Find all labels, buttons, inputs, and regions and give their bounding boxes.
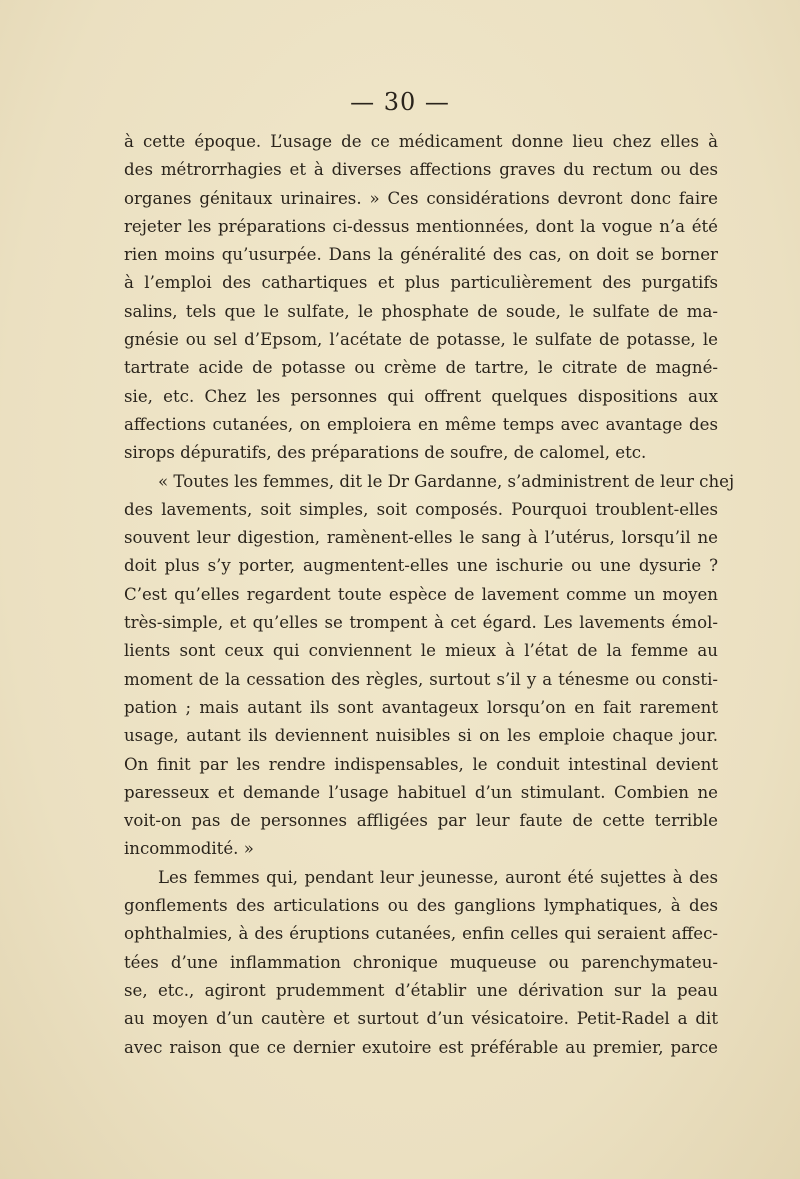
text-line: C’est qu’elles regardent toute espèce de lavement comme un moyen: [124, 584, 718, 604]
text-line: lients sont ceux qui conviennent le mieux à l’état de la femme au: [124, 641, 718, 661]
page-number: — 30 —: [350, 88, 450, 116]
text-line: ophthalmies, à des éruptions cutanées, enfin celles qui seraient affec-: [124, 924, 718, 944]
text-line: très-simple, et qu’elles se trompent à cet égard. Les lavements émol-: [124, 613, 718, 633]
text-line: rejeter les préparations ci-dessus mentionnées, dont la vogue n’a été: [124, 216, 718, 236]
text-line: moment de la cessation des règles, surtout s’il y a ténesme ou consti-: [124, 669, 718, 689]
body-text: [124, 128, 735, 1062]
text-line: gonflements des articulations ou des ganglions lymphatiques, à des: [124, 896, 718, 916]
text-line: organes génitaux urinaires. » Ces considérations devront donc faire: [124, 188, 718, 208]
text-line: salins, tels que le sulfate, le phosphate de soude, le sulfate de ma-: [124, 301, 718, 321]
text-line: « Toutes les femmes, dit le Dr Gardanne, s’administrent de leur chej: [158, 471, 735, 491]
text-line: usage, autant ils deviennent nuisibles si on les emploie chaque jour.: [124, 726, 718, 746]
text-line: pation ; mais autant ils sont avantageux lorsqu’on en fait rarement: [124, 697, 718, 717]
text-line: Les femmes qui, pendant leur jeunesse, auront été sujettes à des: [158, 867, 718, 887]
text-line: tartrate acide de potasse ou crème de tartre, le citrate de magné-: [124, 358, 718, 378]
text-line: doit plus s’y porter, augmentent-elles une ischurie ou une dysurie ?: [124, 556, 718, 576]
text-line: des métrorrhagies et à diverses affections graves du rectum ou des: [124, 160, 718, 180]
text-line: tées d’une inflammation chronique muqueuse ou parenchymateu-: [124, 952, 718, 972]
text-line: paresseux et demande l’usage habituel d’un stimulant. Combien ne: [124, 782, 718, 802]
text-line: à cette époque. L’usage de ce médicament donne lieu chez elles à: [124, 132, 718, 151]
text-line: à l’emploi des cathartiques et plus particulièrement des purgatifs: [124, 273, 718, 293]
text-line: rien moins qu’usurpée. Dans la généralité des cas, on doit se borner: [124, 245, 718, 265]
text-line: au moyen d’un cautère et surtout d’un vésicatoire. Petit-Radel a dit: [124, 1009, 718, 1029]
text-line: affections cutanées, on emploiera en même temps avec avantage des: [124, 414, 718, 434]
text-line: avec raison que ce dernier exutoire est préférable au premier, parce: [124, 1037, 718, 1057]
text-line: se, etc., agiront prudemment d’établir une dérivation sur la peau: [124, 980, 718, 1000]
text-line: voit-on pas de personnes affligées par leur faute de cette terrible: [124, 811, 718, 831]
text-line: sirops dépuratifs, des préparations de soufre, de calomel, etc.: [124, 443, 647, 463]
text-line: incommodité. »: [124, 839, 254, 859]
text-line: sie, etc. Chez les personnes qui offrent quelques dispositions aux: [124, 386, 718, 406]
text-line: souvent leur digestion, ramènent-elles le sang à l’utérus, lorsqu’il ne: [124, 528, 718, 548]
text-line: gnésie ou sel d’Epsom, l’acétate de potasse, le sulfate de potasse, le: [124, 330, 718, 350]
text-line: On finit par les rendre indispensables, le conduit intestinal devient: [124, 754, 718, 774]
text-line: des lavements, soit simples, soit composés. Pourquoi troublent-elles: [124, 499, 718, 519]
